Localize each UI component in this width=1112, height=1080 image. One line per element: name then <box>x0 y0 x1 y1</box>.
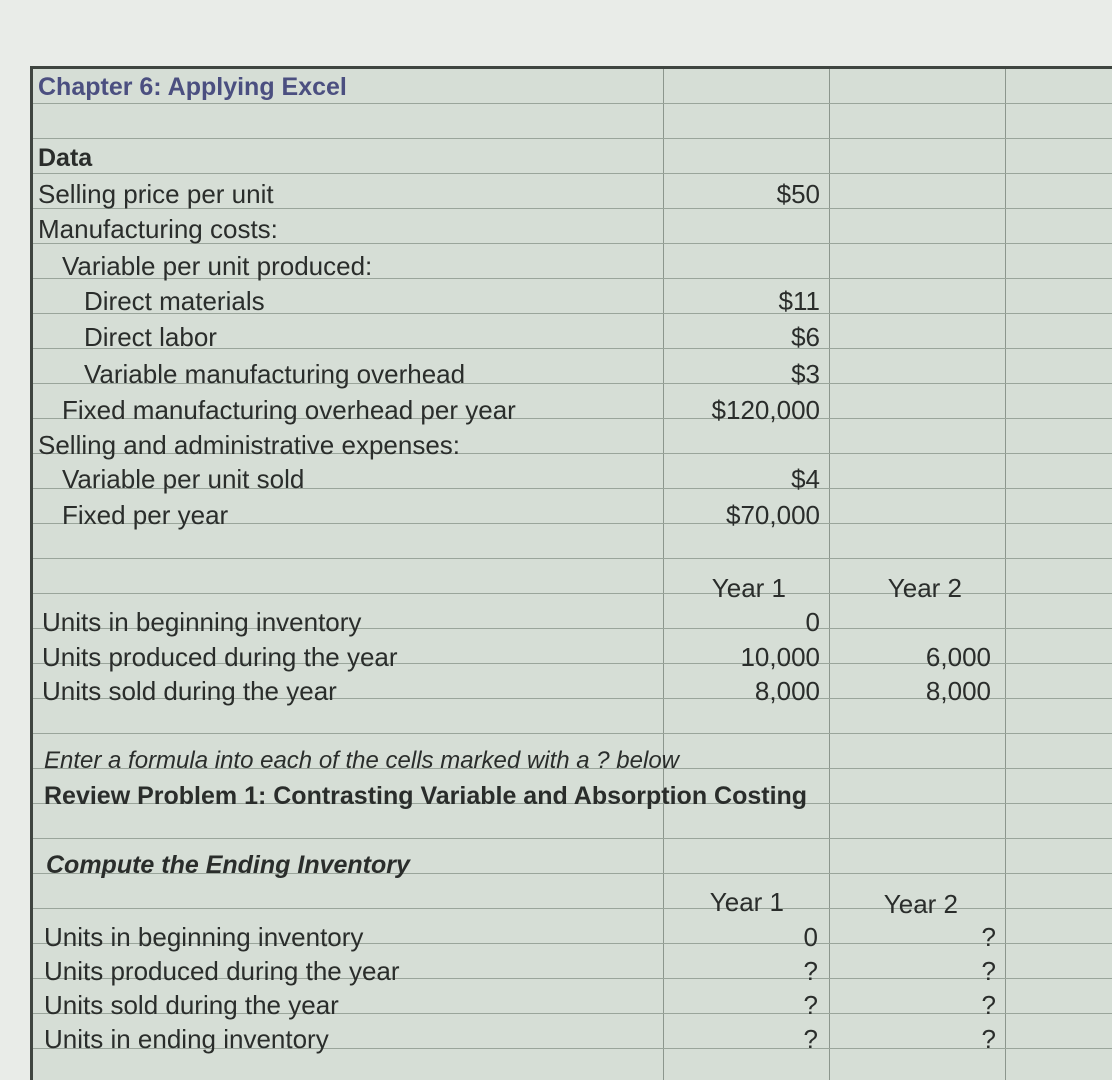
instruction-text[interactable]: Enter a formula into each of the cells marked with a ? below <box>44 747 679 774</box>
value-fixed-mfg-overhead[interactable]: $120,000 <box>711 395 820 425</box>
header-year1[interactable]: Year 1 <box>711 573 786 603</box>
sheet-title[interactable]: Chapter 6: Applying Excel <box>38 73 347 101</box>
cell-ending-produced-y2[interactable]: ? <box>981 956 996 986</box>
cell-ending-produced-y1[interactable]: ? <box>803 956 818 986</box>
label-ending-beginning[interactable]: Units in beginning inventory <box>44 922 364 952</box>
cell-ending-beginning-y1[interactable]: 0 <box>803 922 818 952</box>
label-variable-per-unit[interactable]: Variable per unit produced: <box>62 251 373 281</box>
label-direct-labor[interactable]: Direct labor <box>84 322 217 352</box>
cell-ending-ending-y2[interactable]: ? <box>981 1024 996 1054</box>
value-selling-price[interactable]: $50 <box>776 179 820 209</box>
value-direct-materials[interactable]: $11 <box>778 286 820 316</box>
label-sga[interactable]: Selling and administrative expenses: <box>38 430 461 460</box>
value-fixed-per-year[interactable]: $70,000 <box>726 500 820 530</box>
label-ending-produced[interactable]: Units produced during the year <box>44 956 400 986</box>
cell-ending-beginning-y2[interactable]: ? <box>981 922 996 952</box>
data-header[interactable]: Data <box>38 144 93 172</box>
value-direct-labor[interactable]: $6 <box>791 322 820 352</box>
label-units-sold[interactable]: Units sold during the year <box>42 676 337 706</box>
label-fixed-mfg-overhead[interactable]: Fixed manufacturing overhead per year <box>62 395 516 425</box>
value-units-produced-y1[interactable]: 10,000 <box>740 642 820 672</box>
label-units-beginning[interactable]: Units in beginning inventory <box>42 607 362 637</box>
label-direct-materials[interactable]: Direct materials <box>84 286 265 316</box>
label-ending-ending[interactable]: Units in ending inventory <box>44 1024 329 1054</box>
value-units-produced-y2[interactable]: 6,000 <box>925 642 991 672</box>
value-units-sold-y1[interactable]: 8,000 <box>754 676 820 706</box>
cell-ending-sold-y1[interactable]: ? <box>803 990 818 1020</box>
header-year2[interactable]: Year 2 <box>887 573 962 603</box>
header-ending-year1[interactable]: Year 1 <box>709 887 784 917</box>
review-problem-title[interactable]: Review Problem 1: Contrasting Variable and Absorption Costing <box>44 782 808 810</box>
label-ending-sold[interactable]: Units sold during the year <box>44 990 339 1020</box>
label-variable-per-unit-sold[interactable]: Variable per unit sold <box>62 464 305 494</box>
label-units-produced[interactable]: Units produced during the year <box>42 642 398 672</box>
ending-inventory-header[interactable]: Compute the Ending Inventory <box>46 851 410 879</box>
value-units-beginning-y1[interactable]: 0 <box>805 607 820 637</box>
value-variable-mfg-overhead[interactable]: $3 <box>791 359 820 389</box>
value-variable-per-unit-sold[interactable]: $4 <box>791 464 820 494</box>
label-selling-price[interactable]: Selling price per unit <box>38 179 274 209</box>
label-fixed-per-year[interactable]: Fixed per year <box>62 500 229 530</box>
value-units-sold-y2[interactable]: 8,000 <box>925 676 991 706</box>
cell-ending-sold-y2[interactable]: ? <box>981 990 996 1020</box>
label-mfg-costs[interactable]: Manufacturing costs: <box>38 214 278 244</box>
cell-ending-ending-y1[interactable]: ? <box>803 1024 818 1054</box>
header-ending-year2[interactable]: Year 2 <box>883 889 958 919</box>
label-variable-mfg-overhead[interactable]: Variable manufacturing overhead <box>84 359 466 389</box>
